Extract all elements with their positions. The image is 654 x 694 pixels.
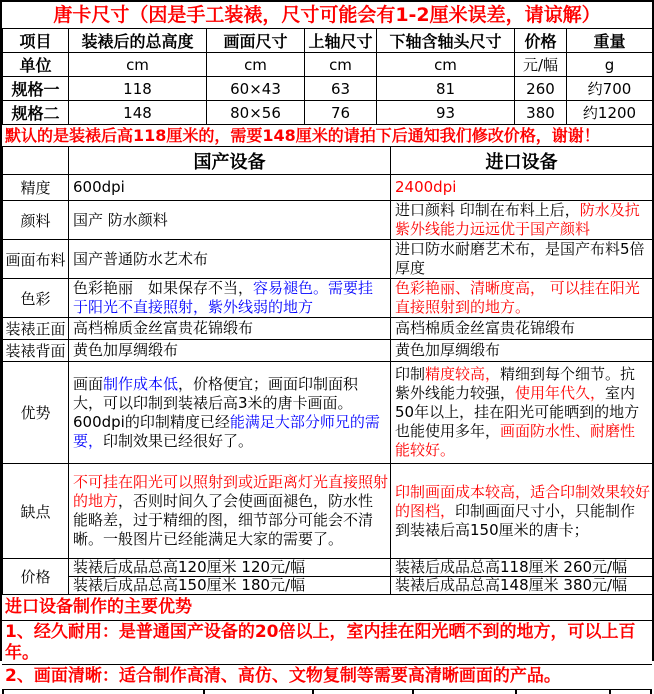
text-segment: 印制画面成本较高，适合印制效果较好的图档， bbox=[395, 482, 651, 520]
unit-cell: cm bbox=[69, 53, 207, 77]
compare-cell-domestic bbox=[69, 240, 391, 279]
compare-cell-imported bbox=[391, 201, 653, 240]
compare-row bbox=[3, 240, 653, 279]
spec1-cell: 81 bbox=[377, 77, 515, 101]
spec2-label: 规格二 bbox=[3, 101, 69, 125]
table-border-stub bbox=[2, 690, 4, 694]
size-header-weight: 重量 bbox=[567, 29, 653, 53]
size-table-spec2-row bbox=[3, 101, 653, 125]
text-segment: 精细到每个细节。抗紫外线能力较强， bbox=[395, 365, 636, 402]
text-segment: 印制 bbox=[395, 365, 426, 383]
text-segment: 防水及抗紫外线能力远远优于国产颜料 bbox=[395, 201, 640, 238]
size-header-price: 价格 bbox=[515, 29, 567, 53]
spec1-label: 规格一 bbox=[3, 77, 69, 101]
text-segment: 色彩艳丽 如果保存不当， bbox=[73, 279, 254, 297]
text-segment: 制作成本低 bbox=[103, 374, 179, 393]
price-cell-domestic: 装裱后成品总高120厘米 120元/幅 bbox=[69, 559, 391, 577]
compare-cell-domestic bbox=[69, 201, 391, 240]
unit-row-label: 单位 bbox=[3, 53, 69, 77]
compare-row-label: 色彩 bbox=[3, 279, 69, 318]
compare-row-label: 优势 bbox=[3, 362, 69, 464]
compare-row bbox=[3, 318, 653, 340]
compare-row-label: 价格 bbox=[3, 559, 69, 595]
unit-cell: 元/幅 bbox=[515, 53, 567, 77]
text-segment: 600dpi bbox=[73, 178, 125, 196]
compare-cell-imported bbox=[391, 318, 653, 340]
text-segment: 能满足大部分师兄的需要， bbox=[73, 412, 380, 450]
compare-row-label: 精度 bbox=[3, 175, 69, 201]
text-segment: 画面防水性、耐磨性能较好。 bbox=[395, 422, 636, 459]
size-header-bottom-rod: 下轴含轴头尺寸 bbox=[377, 29, 515, 53]
footer-heading: 进口设备制作的主要优势 bbox=[2, 595, 652, 621]
unit-cell: g bbox=[567, 53, 653, 77]
compare-header-domestic: 国产设备 bbox=[69, 147, 391, 175]
text-segment: 精度较高， bbox=[425, 365, 501, 383]
spec1-cell: 63 bbox=[305, 77, 377, 101]
compare-cell-imported bbox=[391, 362, 653, 464]
spec2-cell: 93 bbox=[377, 101, 515, 125]
compare-corner-cell bbox=[3, 147, 69, 175]
footer-point-durability: 1、经久耐用：是普通国产设备的20倍以上，室内挂在阳光晒不到的地方，可以上百年。 bbox=[2, 621, 652, 665]
size-table-header-row bbox=[3, 29, 653, 53]
compare-header-imported: 进口设备 bbox=[391, 147, 653, 175]
spec2-cell: 76 bbox=[305, 101, 377, 125]
compare-cell-domestic bbox=[69, 362, 391, 464]
text-segment: 使用年代久， bbox=[515, 384, 606, 402]
unit-cell: cm bbox=[207, 53, 305, 77]
compare-table-body bbox=[3, 175, 653, 595]
compare-row-label: 装裱背面 bbox=[3, 340, 69, 362]
text-segment: 印制画面尺寸小，只能制作到装裱后高150厘米的唐卡； bbox=[395, 501, 636, 539]
table-border-stub bbox=[650, 690, 652, 694]
compare-row-label: 装裱正面 bbox=[3, 318, 69, 340]
unit-cell: cm bbox=[377, 53, 515, 77]
compare-cell-imported bbox=[391, 175, 653, 201]
table-border-stub bbox=[412, 690, 414, 694]
spec2-cell: 380 bbox=[515, 101, 567, 125]
text-segment: 2400dpi bbox=[395, 178, 457, 196]
price-cell-imported: 装裱后成品总高148厘米 380元/幅 bbox=[391, 577, 653, 595]
spec2-cell: 148 bbox=[69, 101, 207, 125]
table-border-stub bbox=[312, 690, 314, 694]
text-segment: 色彩艳丽、清晰度高， 可以挂在阳光直接照射到的地方。 bbox=[395, 279, 640, 316]
text-segment: 黄色加厚绸缎布 bbox=[73, 341, 179, 359]
size-header-item: 项目 bbox=[3, 29, 69, 53]
default-size-note: 默认的是装裱后高118厘米的，需要148厘米的请拍下后通知我们修改价格，谢谢！ bbox=[5, 126, 600, 145]
text-segment: 黄色加厚绸缎布 bbox=[395, 341, 501, 359]
compare-cell-imported bbox=[391, 464, 653, 559]
text-segment: 画面 bbox=[73, 374, 104, 393]
size-table-spec1-row bbox=[3, 77, 653, 101]
compare-price-row bbox=[3, 577, 653, 595]
size-table bbox=[2, 28, 653, 125]
compare-row bbox=[3, 201, 653, 240]
table-border-stub bbox=[609, 690, 611, 694]
text-segment: 国产普通防水艺术布 bbox=[73, 249, 209, 268]
compare-row bbox=[3, 362, 653, 464]
compare-cell-domestic bbox=[69, 340, 391, 362]
compare-row bbox=[3, 279, 653, 318]
compare-row bbox=[3, 464, 653, 559]
text-segment: 国产 防水颜料 bbox=[73, 210, 168, 229]
compare-row-label: 缺点 bbox=[3, 464, 69, 559]
compare-row bbox=[3, 340, 653, 362]
table-border-stub bbox=[203, 690, 205, 694]
compare-header-row bbox=[3, 147, 653, 175]
size-table-unit-row bbox=[3, 53, 653, 77]
next-table-border-stubs bbox=[2, 689, 652, 694]
text-segment: 进口防水耐磨艺术布，是国产布料5倍厚度 bbox=[395, 240, 645, 277]
text-segment: 高档棉质金丝富贵花锦缎布 bbox=[73, 319, 254, 337]
price-cell-imported: 装裱后成品总高118厘米 260元/幅 bbox=[391, 559, 653, 577]
compare-cell-domestic bbox=[69, 175, 391, 201]
compare-row-label: 画面布料 bbox=[3, 240, 69, 279]
size-header-total-height: 装裱后的总高度 bbox=[69, 29, 207, 53]
text-segment: 不可挂在阳光可以照射到或近距离灯光直接照射的地方 bbox=[73, 473, 389, 510]
compare-cell-domestic bbox=[69, 279, 391, 318]
spec1-cell: 118 bbox=[69, 77, 207, 101]
compare-cell-domestic bbox=[69, 318, 391, 340]
table-border-stub bbox=[515, 690, 517, 694]
size-header-top-rod: 上轴尺寸 bbox=[305, 29, 377, 53]
footer-advantages bbox=[2, 595, 652, 689]
text-segment: ，否则时间久了会使画面褪色，防水性能略差，过于精细的图，细节部分可能会不清晰。一般图片已经能满足大家的需要了。 bbox=[73, 492, 374, 548]
spec2-cell: 80×56 bbox=[207, 101, 305, 125]
compare-cell-imported bbox=[391, 240, 653, 279]
compare-cell-imported bbox=[391, 340, 653, 362]
spec1-cell: 约700 bbox=[567, 77, 653, 101]
text-segment: 室内50年以上，挂在阳光可能晒到的地方也能使用多年， bbox=[395, 384, 640, 440]
unit-cell: cm bbox=[305, 53, 377, 77]
text-segment: 容易褪色。需要挂于阳光不直接照射，紫外线弱的地方 bbox=[73, 279, 374, 316]
footer-point-clarity: 2、画面清晰：适合制作高清、高仿、文物复制等需要高清晰画面的产品。 bbox=[5, 666, 561, 686]
text-segment: 进口颜料 印制在布料上后， bbox=[395, 201, 580, 219]
page-title: 唐卡尺寸（因是手工装裱，尺寸可能会有1-2厘米误差，请谅解） bbox=[53, 4, 601, 26]
compare-row bbox=[3, 175, 653, 201]
price-cell-domestic: 装裱后成品总高150厘米 180元/幅 bbox=[69, 577, 391, 595]
compare-table bbox=[2, 146, 653, 595]
compare-cell-domestic bbox=[69, 464, 391, 559]
compare-cell-imported bbox=[391, 279, 653, 318]
text-segment: 高档棉质金丝富贵花锦缎布 bbox=[395, 319, 576, 337]
text-segment: 印制效果已经很好了。 bbox=[103, 431, 254, 450]
spec2-cell: 约1200 bbox=[567, 101, 653, 125]
compare-row-label: 颜料 bbox=[3, 201, 69, 240]
size-header-picture-size: 画面尺寸 bbox=[207, 29, 305, 53]
compare-price-row bbox=[3, 559, 653, 577]
spec1-cell: 60×43 bbox=[207, 77, 305, 101]
spec1-cell: 260 bbox=[515, 77, 567, 101]
text-segment: ，价格便宜；画面印制面积大，可以印制到装裱后高3米的唐卡画面。600dpi的印制精度已经 bbox=[73, 374, 359, 431]
